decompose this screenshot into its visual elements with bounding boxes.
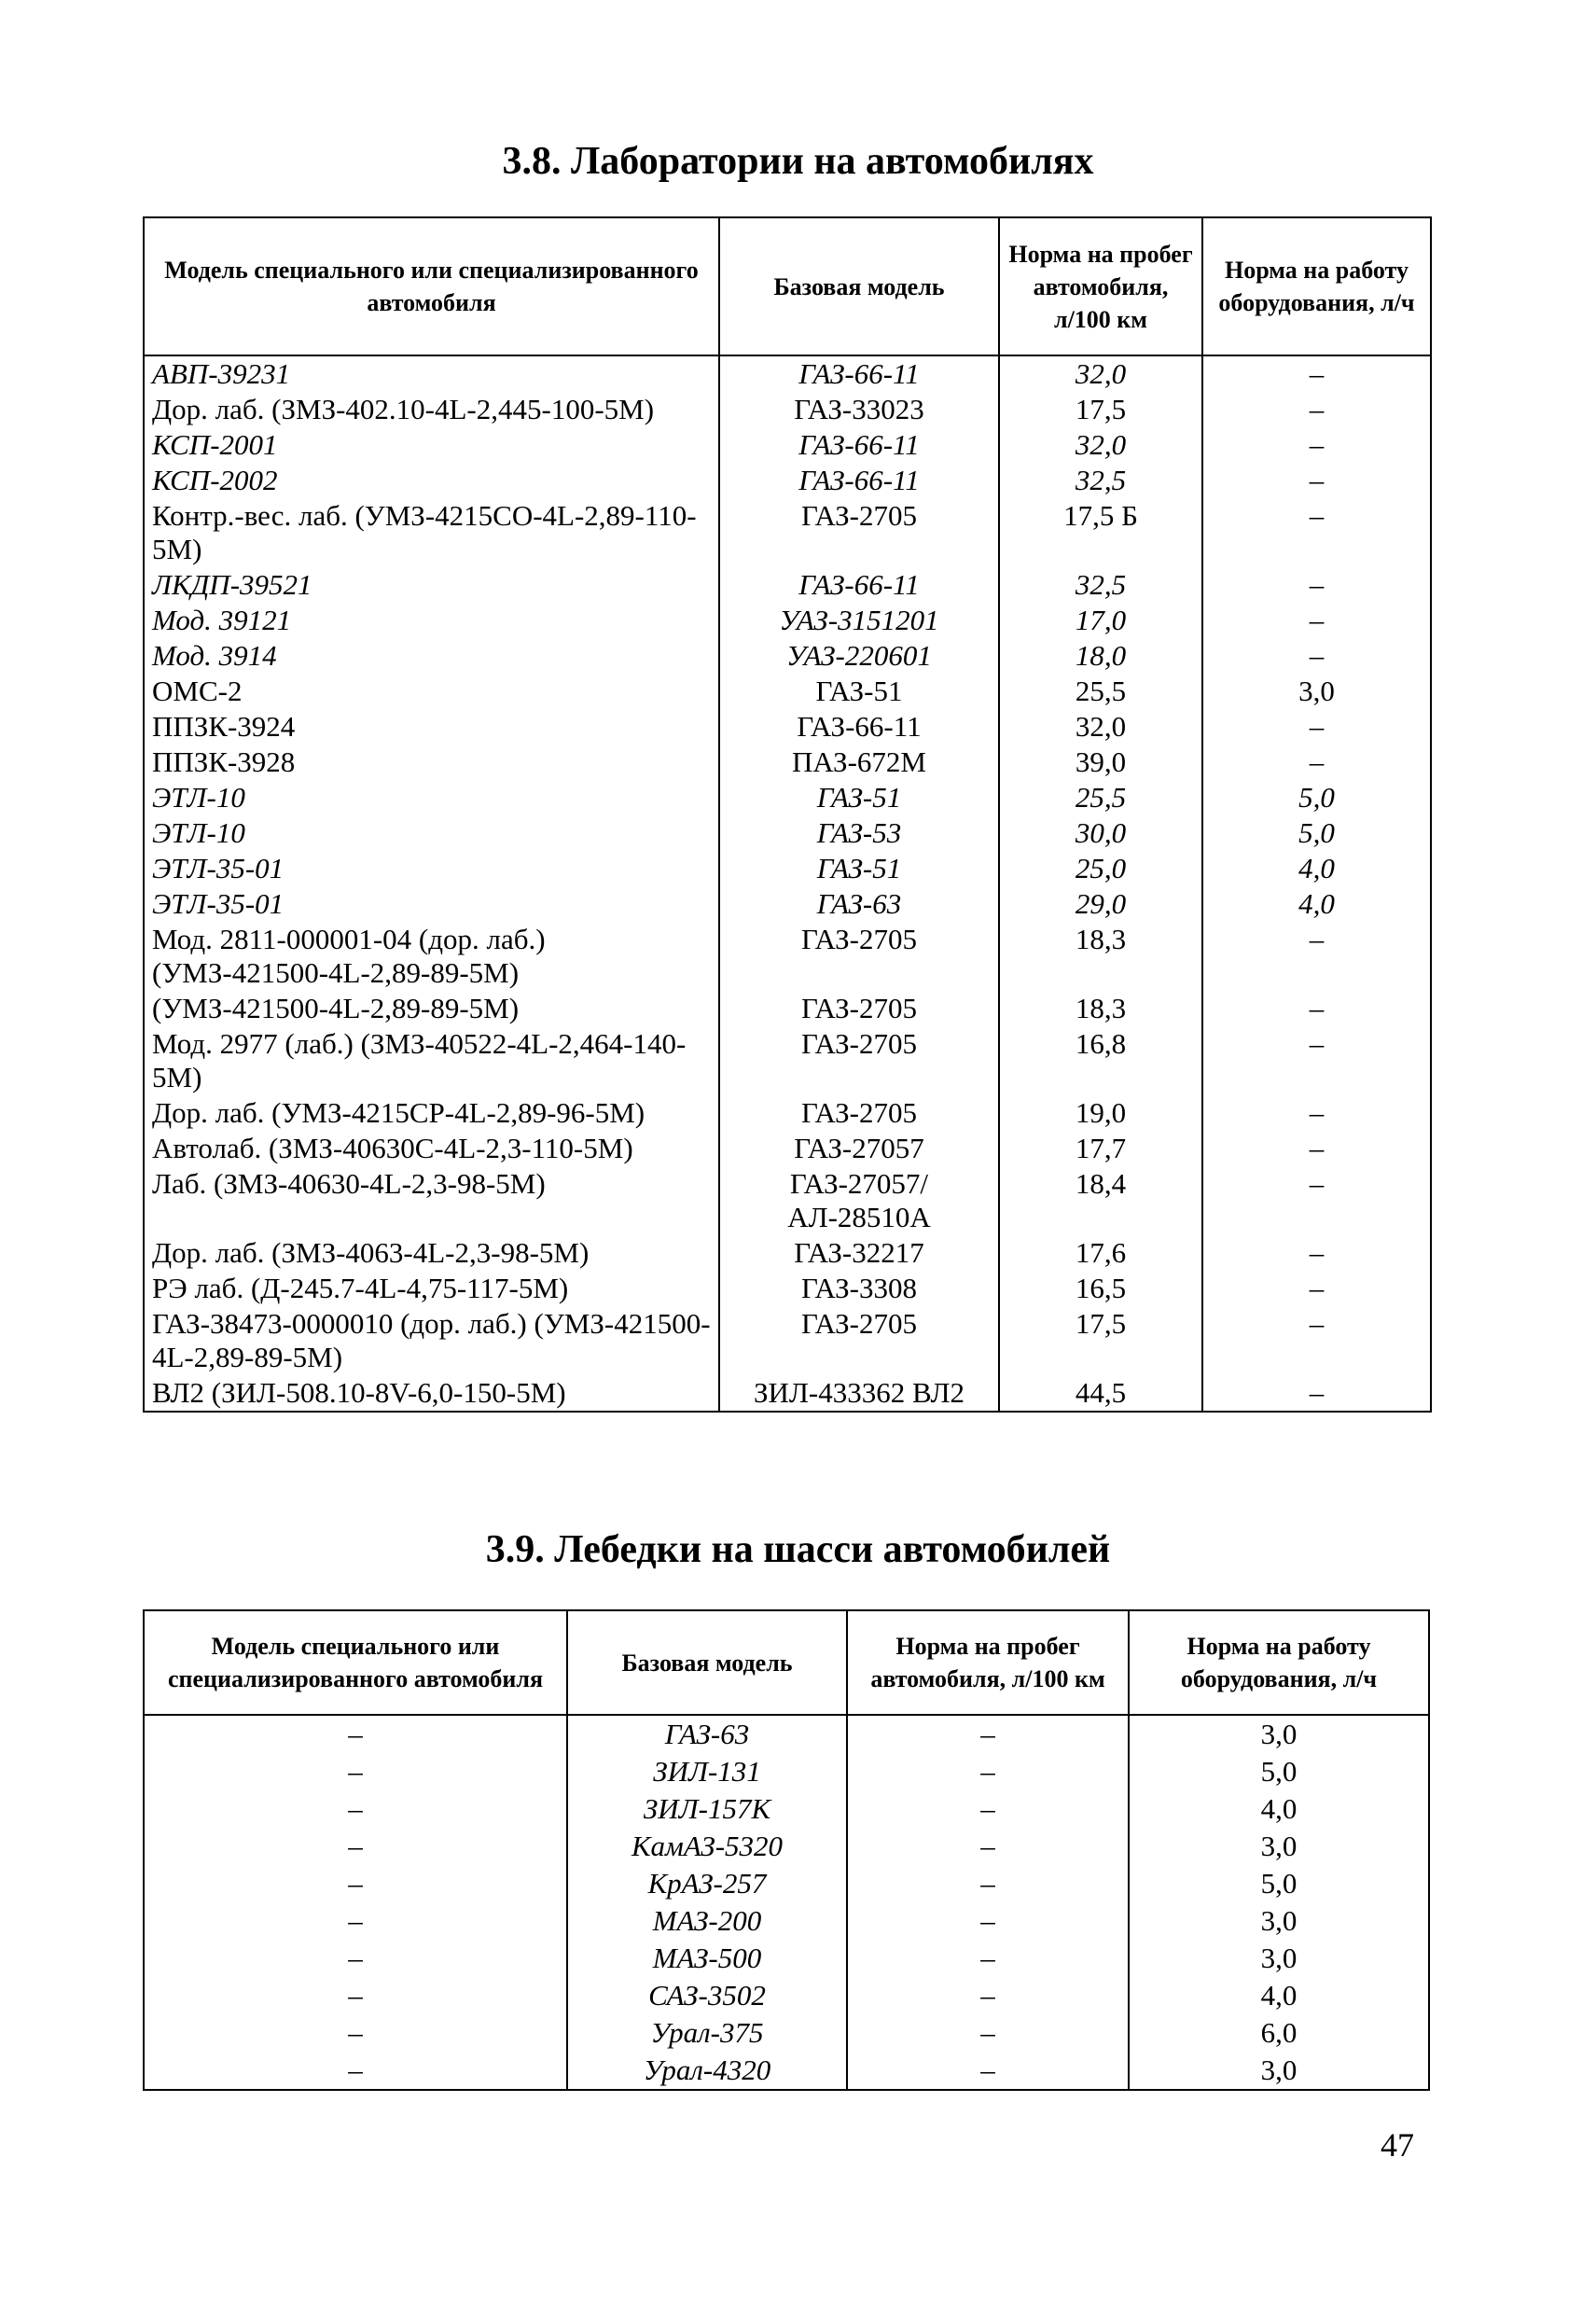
- cell-model: КСП-2002: [144, 463, 719, 498]
- cell-norm-equipment: –: [1202, 1306, 1431, 1375]
- table-row: [144, 1902, 1429, 1940]
- winches-table: [143, 1609, 1430, 2091]
- cell-base: ГАЗ-51: [719, 851, 999, 886]
- table-row: [144, 1940, 1429, 1977]
- cell-norm-equipment: 4,0: [1129, 1977, 1429, 2014]
- cell-model: (УМЗ-421500-4L-2,89-89-5М): [144, 991, 719, 1026]
- cell-model: ЭТЛ-35-01: [144, 886, 719, 922]
- cell-model: Дор. лаб. (УМЗ-4215СР-4L-2,89-96-5М): [144, 1095, 719, 1131]
- cell-base: САЗ-3502: [567, 1977, 847, 2014]
- cell-base: ГАЗ-2705: [719, 498, 999, 567]
- cell-base: ГАЗ-2705: [719, 1306, 999, 1375]
- table-row: [144, 463, 1431, 498]
- cell-norm-run: –: [847, 2014, 1129, 2052]
- header-base: Базовая модель: [719, 217, 999, 355]
- header-norm-equipment: Норма на работу оборудования, л/ч: [1202, 217, 1431, 355]
- cell-norm-equipment: 3,0: [1129, 1828, 1429, 1865]
- cell-base: УАЗ-220601: [719, 638, 999, 674]
- cell-base: ГАЗ-27057/ АЛ-28510А: [719, 1166, 999, 1235]
- cell-base: УАЗ-3151201: [719, 603, 999, 638]
- table-row: [144, 886, 1431, 922]
- cell-model: –: [144, 2052, 567, 2090]
- cell-model: ЭТЛ-10: [144, 815, 719, 851]
- cell-model: –: [144, 1790, 567, 1828]
- cell-norm-run: 17,5: [999, 1306, 1202, 1375]
- table-row: [144, 1865, 1429, 1902]
- cell-norm-equipment: 4,0: [1202, 851, 1431, 886]
- cell-norm-equipment: –: [1202, 745, 1431, 780]
- cell-norm-equipment: –: [1202, 1235, 1431, 1271]
- cell-base: ГАЗ-2705: [719, 922, 999, 991]
- cell-norm-equipment: 3,0: [1202, 674, 1431, 709]
- cell-model: ЭТЛ-35-01: [144, 851, 719, 886]
- cell-base: КрАЗ-257: [567, 1865, 847, 1902]
- table-row: [144, 1715, 1429, 1753]
- cell-norm-run: –: [847, 1865, 1129, 1902]
- cell-base: ЗИЛ-433362 ВЛ2: [719, 1375, 999, 1412]
- cell-norm-equipment: –: [1202, 1271, 1431, 1306]
- table-row: [144, 1306, 1431, 1375]
- cell-norm-equipment: 3,0: [1129, 1940, 1429, 1977]
- section-title-labs: 3.8. Лаборатории на автомобилях: [502, 140, 1094, 183]
- table-row: [144, 780, 1431, 815]
- cell-model: Мод. 2811-000001-04 (дор. лаб.) (УМЗ-421500-4L-2,89-89-5М): [144, 922, 719, 991]
- table-row: [144, 1026, 1431, 1095]
- cell-norm-run: 16,8: [999, 1026, 1202, 1095]
- cell-norm-run: –: [847, 2052, 1129, 2090]
- cell-norm-run: 16,5: [999, 1271, 1202, 1306]
- cell-norm-equipment: 4,0: [1129, 1790, 1429, 1828]
- cell-model: Мод. 39121: [144, 603, 719, 638]
- table-row: [144, 674, 1431, 709]
- table-row: [144, 427, 1431, 463]
- cell-base: ГАЗ-2705: [719, 991, 999, 1026]
- cell-base: ГАЗ-66-11: [719, 709, 999, 745]
- cell-model: Лаб. (ЗМЗ-40630-4L-2,3-98-5М): [144, 1166, 719, 1235]
- cell-norm-equipment: –: [1202, 1375, 1431, 1412]
- cell-model: ППЗК-3928: [144, 745, 719, 780]
- cell-model: –: [144, 1865, 567, 1902]
- cell-norm-run: 18,0: [999, 638, 1202, 674]
- cell-base: ГАЗ-66-11: [719, 355, 999, 392]
- cell-norm-run: 17,6: [999, 1235, 1202, 1271]
- cell-norm-run: 25,0: [999, 851, 1202, 886]
- cell-base: МАЗ-500: [567, 1940, 847, 1977]
- cell-base: МАЗ-200: [567, 1902, 847, 1940]
- cell-model: Дор. лаб. (ЗМЗ-4063-4L-2,3-98-5М): [144, 1235, 719, 1271]
- cell-norm-run: 17,5: [999, 392, 1202, 427]
- cell-norm-equipment: –: [1202, 603, 1431, 638]
- table-row: [144, 745, 1431, 780]
- cell-model: Контр.-вес. лаб. (УМЗ-4215СО-4L-2,89-110-5М): [144, 498, 719, 567]
- cell-norm-run: 18,4: [999, 1166, 1202, 1235]
- cell-norm-equipment: 3,0: [1129, 1902, 1429, 1940]
- cell-norm-run: 30,0: [999, 815, 1202, 851]
- table-row: [144, 1790, 1429, 1828]
- cell-norm-run: 18,3: [999, 922, 1202, 991]
- table-row: [144, 355, 1431, 392]
- cell-model: ВЛ2 (ЗИЛ-508.10-8V-6,0-150-5М): [144, 1375, 719, 1412]
- cell-norm-run: 39,0: [999, 745, 1202, 780]
- cell-model: Дор. лаб. (ЗМЗ-402.10-4L-2,445-100-5М): [144, 392, 719, 427]
- cell-norm-equipment: 4,0: [1202, 886, 1431, 922]
- cell-norm-equipment: –: [1202, 991, 1431, 1026]
- table-row: [144, 815, 1431, 851]
- cell-norm-run: –: [847, 1940, 1129, 1977]
- cell-base: ЗИЛ-157К: [567, 1790, 847, 1828]
- cell-norm-equipment: –: [1202, 1095, 1431, 1131]
- cell-base: ГАЗ-66-11: [719, 463, 999, 498]
- cell-base: Урал-4320: [567, 2052, 847, 2090]
- cell-norm-equipment: –: [1202, 355, 1431, 392]
- header-norm-run: Норма на пробег автомобиля, л/100 км: [999, 217, 1202, 355]
- cell-norm-run: 17,7: [999, 1131, 1202, 1166]
- table-row: [144, 567, 1431, 603]
- table-row: [144, 1095, 1431, 1131]
- cell-norm-run: 32,5: [999, 463, 1202, 498]
- cell-model: ЛКДП-39521: [144, 567, 719, 603]
- cell-base: ГАЗ-2705: [719, 1095, 999, 1131]
- cell-norm-equipment: 5,0: [1129, 1865, 1429, 1902]
- cell-model: ОМС-2: [144, 674, 719, 709]
- cell-base: Урал-375: [567, 2014, 847, 2052]
- cell-model: –: [144, 2014, 567, 2052]
- cell-base: ГАЗ-3308: [719, 1271, 999, 1306]
- cell-model: ГАЗ-38473-0000010 (дор. лаб.) (УМЗ-421500-4L-2,89-89-5М): [144, 1306, 719, 1375]
- cell-base: ГАЗ-33023: [719, 392, 999, 427]
- cell-model: Мод. 3914: [144, 638, 719, 674]
- header-norm-run: Норма на пробег автомобиля, л/100 км: [847, 1610, 1129, 1715]
- header-model: Модель специального или специализированного автомобиля: [144, 217, 719, 355]
- cell-model: –: [144, 1977, 567, 2014]
- cell-norm-equipment: –: [1202, 1131, 1431, 1166]
- cell-norm-equipment: 5,0: [1202, 780, 1431, 815]
- cell-norm-run: 32,0: [999, 427, 1202, 463]
- cell-model: –: [144, 1902, 567, 1940]
- table-row: [144, 1977, 1429, 2014]
- cell-norm-run: 18,3: [999, 991, 1202, 1026]
- cell-model: РЭ лаб. (Д-245.7-4L-4,75-117-5М): [144, 1271, 719, 1306]
- table-row: [144, 991, 1431, 1026]
- table-row: [144, 603, 1431, 638]
- cell-norm-run: 32,0: [999, 355, 1202, 392]
- cell-base: ЗИЛ-131: [567, 1753, 847, 1790]
- table-row: [144, 2014, 1429, 2052]
- cell-norm-run: 29,0: [999, 886, 1202, 922]
- cell-norm-equipment: 5,0: [1129, 1753, 1429, 1790]
- cell-base: ГАЗ-2705: [719, 1026, 999, 1095]
- cell-norm-equipment: –: [1202, 567, 1431, 603]
- cell-norm-run: 32,5: [999, 567, 1202, 603]
- table-row: [144, 1166, 1431, 1235]
- cell-base: ПАЗ-672М: [719, 745, 999, 780]
- cell-base: ГАЗ-63: [567, 1715, 847, 1753]
- cell-base: ГАЗ-51: [719, 674, 999, 709]
- cell-model: –: [144, 1940, 567, 1977]
- cell-norm-equipment: –: [1202, 1026, 1431, 1095]
- cell-base: ГАЗ-66-11: [719, 427, 999, 463]
- header-base: Базовая модель: [567, 1610, 847, 1715]
- cell-norm-run: –: [847, 1828, 1129, 1865]
- cell-model: Автолаб. (ЗМЗ-40630С-4L-2,3-110-5М): [144, 1131, 719, 1166]
- cell-norm-run: –: [847, 1902, 1129, 1940]
- header-model: Модель специального или специализированного автомобиля: [144, 1610, 567, 1715]
- table-row: [144, 1828, 1429, 1865]
- cell-norm-run: 32,0: [999, 709, 1202, 745]
- cell-base: ГАЗ-63: [719, 886, 999, 922]
- cell-norm-run: –: [847, 1715, 1129, 1753]
- cell-base: ГАЗ-32217: [719, 1235, 999, 1271]
- cell-norm-run: 17,5 Б: [999, 498, 1202, 567]
- labs-table: [143, 216, 1432, 1413]
- cell-norm-equipment: –: [1202, 392, 1431, 427]
- table-row: [144, 2052, 1429, 2090]
- table-row: [144, 922, 1431, 991]
- cell-norm-equipment: –: [1202, 463, 1431, 498]
- cell-norm-run: –: [847, 1753, 1129, 1790]
- cell-model: ППЗК-3924: [144, 709, 719, 745]
- section-title-winches: 3.9. Лебедки на шасси автомобилей: [485, 1528, 1111, 1571]
- cell-norm-equipment: –: [1202, 427, 1431, 463]
- cell-norm-equipment: 5,0: [1202, 815, 1431, 851]
- cell-norm-equipment: 3,0: [1129, 2052, 1429, 2090]
- cell-model: КСП-2001: [144, 427, 719, 463]
- cell-model: ЭТЛ-10: [144, 780, 719, 815]
- cell-norm-run: –: [847, 1977, 1129, 2014]
- table-row: [144, 498, 1431, 567]
- cell-norm-run: 25,5: [999, 780, 1202, 815]
- cell-norm-equipment: –: [1202, 638, 1431, 674]
- cell-model: –: [144, 1715, 567, 1753]
- cell-norm-equipment: –: [1202, 498, 1431, 567]
- cell-model: Мод. 2977 (лаб.) (ЗМЗ-40522-4L-2,464-140-5М): [144, 1026, 719, 1095]
- table-row: [144, 392, 1431, 427]
- table-row: [144, 851, 1431, 886]
- page-number: 47: [1381, 2126, 1414, 2164]
- cell-norm-run: 17,0: [999, 603, 1202, 638]
- cell-model: –: [144, 1828, 567, 1865]
- table-row: [144, 1235, 1431, 1271]
- cell-norm-equipment: 3,0: [1129, 1715, 1429, 1753]
- cell-norm-equipment: –: [1202, 709, 1431, 745]
- cell-norm-equipment: –: [1202, 1166, 1431, 1235]
- cell-base: ГАЗ-53: [719, 815, 999, 851]
- cell-model: АВП-39231: [144, 355, 719, 392]
- table-row: [144, 1375, 1431, 1412]
- header-norm-equipment: Норма на работу оборудования, л/ч: [1129, 1610, 1429, 1715]
- table-row: [144, 638, 1431, 674]
- table-row: [144, 1271, 1431, 1306]
- cell-base: КамАЗ-5320: [567, 1828, 847, 1865]
- cell-base: ГАЗ-27057: [719, 1131, 999, 1166]
- cell-base: ГАЗ-66-11: [719, 567, 999, 603]
- cell-norm-run: 19,0: [999, 1095, 1202, 1131]
- cell-norm-run: 44,5: [999, 1375, 1202, 1412]
- table-row: [144, 1131, 1431, 1166]
- cell-norm-equipment: 6,0: [1129, 2014, 1429, 2052]
- cell-model: –: [144, 1753, 567, 1790]
- table-row: [144, 1753, 1429, 1790]
- table-row: [144, 709, 1431, 745]
- cell-base: ГАЗ-51: [719, 780, 999, 815]
- cell-norm-run: –: [847, 1790, 1129, 1828]
- cell-norm-run: 25,5: [999, 674, 1202, 709]
- cell-norm-equipment: –: [1202, 922, 1431, 991]
